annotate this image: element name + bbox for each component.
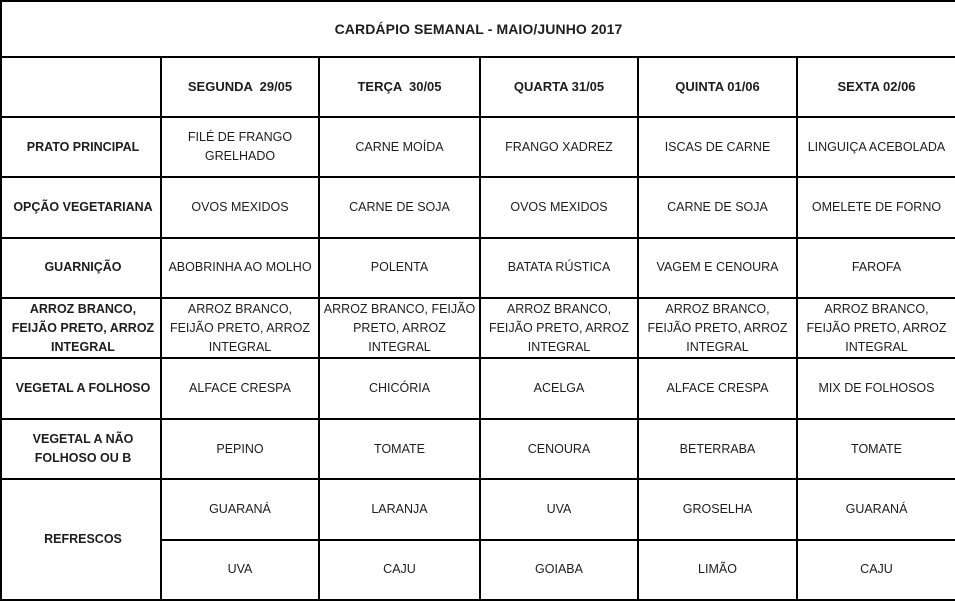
menu-cell: CAJU bbox=[797, 540, 955, 601]
menu-cell: OMELETE DE FORNO bbox=[797, 177, 955, 237]
row-label-prato-principal: PRATO PRINCIPAL bbox=[1, 117, 161, 177]
menu-cell: LARANJA bbox=[319, 479, 480, 539]
menu-cell: ABOBRINHA AO MOLHO bbox=[161, 238, 319, 298]
menu-cell: GROSELHA bbox=[638, 479, 797, 539]
table-row-vegetal-nao-folhoso bbox=[1, 419, 955, 479]
table-row-guarnicao bbox=[1, 238, 955, 298]
menu-cell: POLENTA bbox=[319, 238, 480, 298]
menu-cell: FAROFA bbox=[797, 238, 955, 298]
day-header-quarta: QUARTA 31/05 bbox=[480, 57, 638, 116]
menu-cell: ARROZ BRANCO, FEIJÃO PRETO, ARROZ INTEGRAL bbox=[638, 298, 797, 358]
menu-cell: OVOS MEXIDOS bbox=[480, 177, 638, 237]
menu-cell: FILÉ DE FRANGO GRELHADO bbox=[161, 117, 319, 177]
menu-cell: BATATA RÚSTICA bbox=[480, 238, 638, 298]
menu-cell: ARROZ BRANCO, FEIJÃO PRETO, ARROZ INTEGRAL bbox=[161, 298, 319, 358]
menu-cell: CENOURA bbox=[480, 419, 638, 479]
table-row-vegetal-folhoso bbox=[1, 358, 955, 418]
corner-cell bbox=[1, 57, 161, 116]
menu-cell: PEPINO bbox=[161, 419, 319, 479]
table-row-arroz-feijao bbox=[1, 298, 955, 358]
title-row bbox=[1, 1, 955, 57]
menu-cell: LINGUIÇA ACEBOLADA bbox=[797, 117, 955, 177]
menu-cell: VAGEM E CENOURA bbox=[638, 238, 797, 298]
row-label-guarnicao: GUARNIÇÃO bbox=[1, 238, 161, 298]
row-label-vegetal-nao-folhoso: VEGETAL A NÃO FOLHOSO OU B bbox=[1, 419, 161, 479]
menu-cell: ISCAS DE CARNE bbox=[638, 117, 797, 177]
row-label-opcao-vegetariana: OPÇÃO VEGETARIANA bbox=[1, 177, 161, 237]
menu-cell: GUARANÁ bbox=[161, 479, 319, 539]
table-row-refrescos-1 bbox=[1, 479, 955, 539]
menu-cell: ACELGA bbox=[480, 358, 638, 418]
day-header-sexta: SEXTA 02/06 bbox=[797, 57, 955, 116]
menu-cell: LIMÃO bbox=[638, 540, 797, 601]
table-row-prato-principal bbox=[1, 117, 955, 177]
page-title: CARDÁPIO SEMANAL - MAIO/JUNHO 2017 bbox=[1, 1, 955, 57]
menu-cell: CAJU bbox=[319, 540, 480, 601]
menu-cell: CHICÓRIA bbox=[319, 358, 480, 418]
day-header-quinta: QUINTA 01/06 bbox=[638, 57, 797, 116]
menu-cell: ARROZ BRANCO, FEIJÃO PRETO, ARROZ INTEGRAL bbox=[480, 298, 638, 358]
menu-cell: ARROZ BRANCO, FEIJÃO PRETO, ARROZ INTEGRAL bbox=[797, 298, 955, 358]
menu-cell: GOIABA bbox=[480, 540, 638, 601]
menu-cell: CARNE DE SOJA bbox=[319, 177, 480, 237]
row-label-arroz-feijao: ARROZ BRANCO, FEIJÃO PRETO, ARROZ INTEGRAL bbox=[1, 298, 161, 358]
menu-cell: UVA bbox=[480, 479, 638, 539]
menu-cell: CARNE MOÍDA bbox=[319, 117, 480, 177]
menu-cell: ALFACE CRESPA bbox=[161, 358, 319, 418]
menu-cell: ALFACE CRESPA bbox=[638, 358, 797, 418]
menu-cell: TOMATE bbox=[319, 419, 480, 479]
menu-cell: UVA bbox=[161, 540, 319, 601]
table-row-opcao-vegetariana bbox=[1, 177, 955, 237]
menu-cell: FRANGO XADREZ bbox=[480, 117, 638, 177]
day-header-segunda: SEGUNDA 29/05 bbox=[161, 57, 319, 116]
day-header-terca: TERÇA 30/05 bbox=[319, 57, 480, 116]
header-row bbox=[1, 57, 955, 116]
menu-cell: OVOS MEXIDOS bbox=[161, 177, 319, 237]
menu-cell: BETERRABA bbox=[638, 419, 797, 479]
menu-cell: CARNE DE SOJA bbox=[638, 177, 797, 237]
menu-cell: ARROZ BRANCO, FEIJÃO PRETO, ARROZ INTEGRAL bbox=[319, 298, 480, 358]
menu-cell: MIX DE FOLHOSOS bbox=[797, 358, 955, 418]
menu-cell: GUARANÁ bbox=[797, 479, 955, 539]
row-label-refrescos: REFRESCOS bbox=[1, 479, 161, 600]
menu-cell: TOMATE bbox=[797, 419, 955, 479]
row-label-vegetal-folhoso: VEGETAL A FOLHOSO bbox=[1, 358, 161, 418]
